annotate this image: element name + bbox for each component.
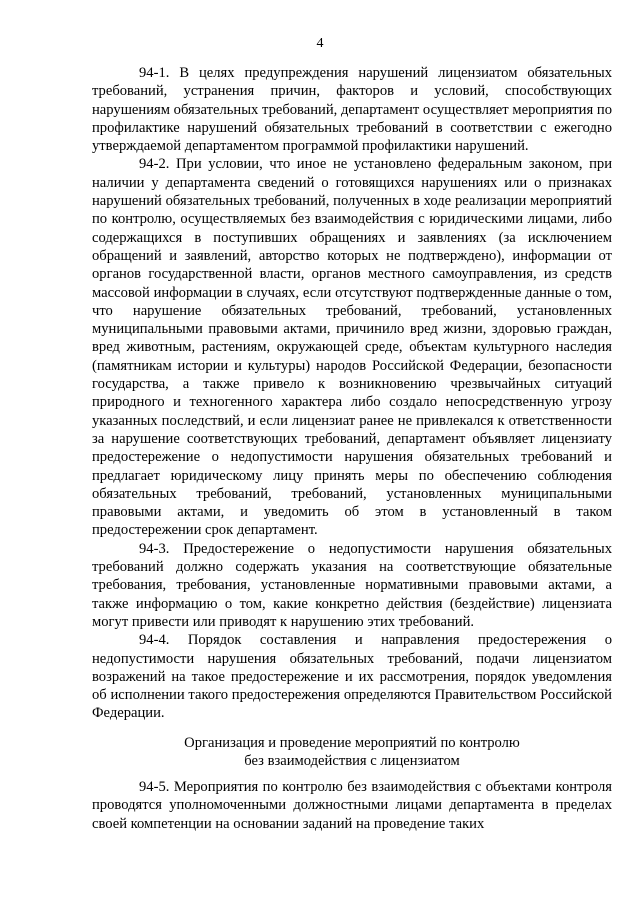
section-heading-line-1: Организация и проведение мероприятий по контролю <box>184 735 520 751</box>
page-number: 4 <box>316 36 324 51</box>
document-body-continued <box>92 778 612 833</box>
paragraph-94-1: 94-1. В целях предупреждения нарушений лицензиатом обязательных требований, устранения причин, факторов и условий, способствующих нарушениям обязательных требований, департамент осуществляет мероприятия по профилактике нарушений обязательных требований в соответствии с ежегодно утверждаемой департаментом программой профилактики нарушений. <box>92 65 612 155</box>
section-heading-line-2: без взаимодействия с лицензиатом <box>244 753 460 769</box>
paragraph-94-5: 94-5. Мероприятия по контролю без взаимодействия с объектами контроля проводятся уполномоченными должностными лицами департамента в пределах своей компетенции на основании заданий на проведение таких <box>92 779 612 832</box>
paragraph-94-2: 94-2. При условии, что иное не установлено федеральным законом, при наличии у департамента сведений о готовящихся нарушениях или о признаках нарушений обязательных требований, полученных в ходе реализации мероприятий по контролю, осуществляемых без взаимодействия с юридическими лицами, либо содержащихся в поступивших обращениях и заявлениях (за исключением обращений и заявлений, авторство которых не подтверждено), информации от органов государственной власти, органов местного самоуправления, из средств массовой информации в случаях, если отсутствуют подтвержденные данные о том, что нарушение обязательных требований, требований, установленных муниципальными правовыми актами, причинило вред жизни, здоровью граждан, вред животным, растениям, окружающей среде, объектам культурного наследия (памятникам истории и культуры) народов Российской Федерации, безопасности государства, а также привело к возникновению чрезвычайных ситуаций природного и техногенного характера либо создало непосредственную угрозу указанных последствий, и если лицензиат ранее не привлекался к ответственности за нарушение соответствующих требований, департамент объявляет лицензиату предостережение о недопустимости нарушения обязательных требований и предлагает юридическому лицу принять меры по обеспечению соблюдения обязательных требований, требований, установленных муниципальными правовыми актами, и уведомить об этом в установленный в таком предостережении срок департамент. <box>92 156 612 539</box>
section-heading <box>92 734 612 770</box>
paragraph-94-3: 94-3. Предостережение о недопустимости нарушения обязательных требований должно содержать указания на соответствующие обязательные требования, требования, установленные нормативными правовыми актами, а также информацию о том, какие конкретно действия (бездействие) лицензиата могут привести или приводят к нарушению этих требований. <box>92 540 612 630</box>
document-body <box>92 64 612 723</box>
paragraph-94-4: 94-4. Порядок составления и направления предостережения о недопустимости нарушения обязательных требований, подачи лицензиатом возражений на такое предостережение и их рассмотрения, порядок уведомления об исполнении такого предостережения определяются Правительством Российской Федерации. <box>92 632 612 722</box>
